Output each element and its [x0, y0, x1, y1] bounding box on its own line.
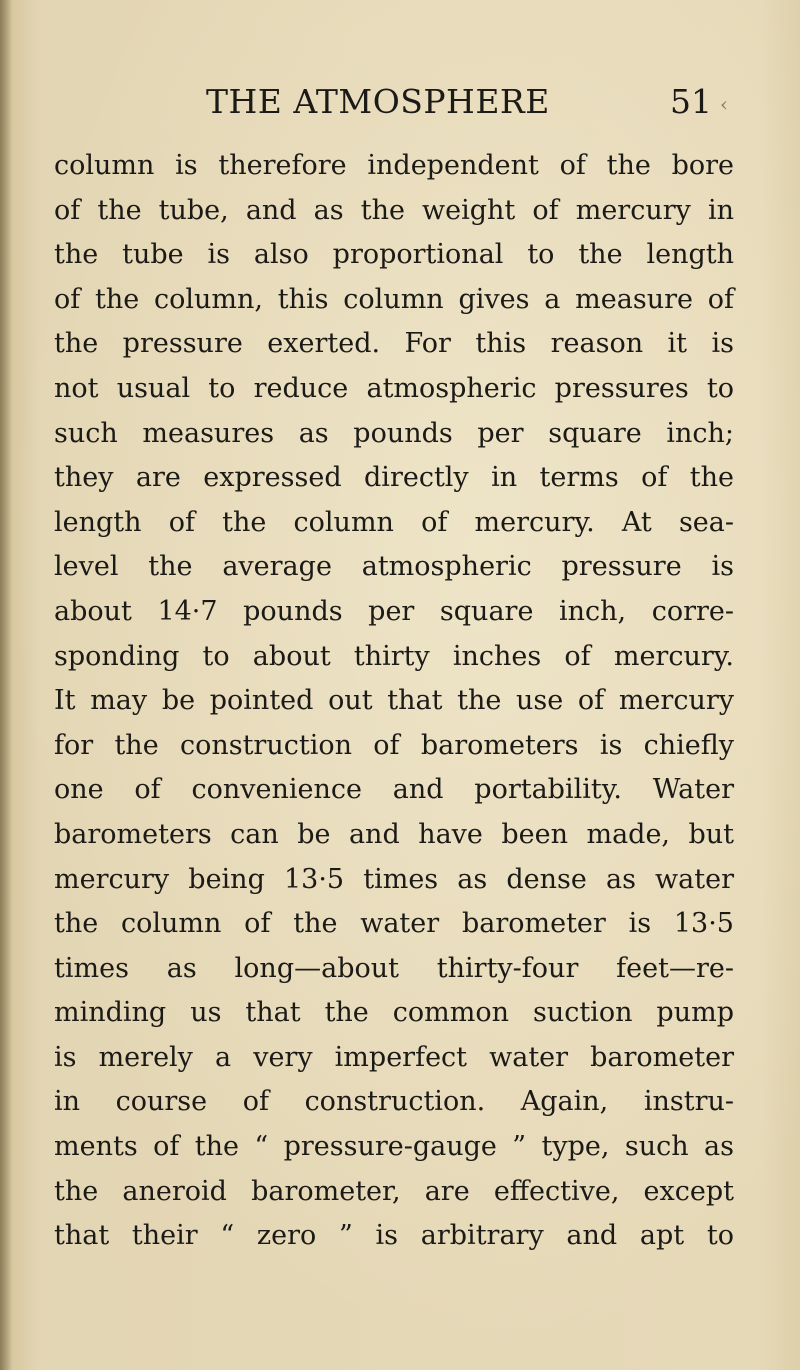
text-line: the aneroid barometer, are effective, except: [54, 1175, 734, 1207]
text-line: column is therefore independent of the bore: [54, 150, 734, 181]
text-line: of the column, this column gives a measure of: [54, 283, 734, 315]
text-line: mercury being 13·5 times as dense as water: [54, 863, 734, 895]
running-head: [0, 82, 800, 130]
text-line: they are expressed directly in terms of the: [54, 462, 734, 494]
text-line: in course of construction. Again, instru-: [54, 1086, 734, 1118]
text-line: the tube is also proportional to the length: [54, 239, 734, 271]
page-gutter-shadow: [0, 0, 12, 1370]
text-line: about 14·7 pounds per square inch, corre-: [54, 595, 734, 627]
text-line: one of convenience and portability. Water: [54, 774, 734, 806]
text-line: the pressure exerted. For this reason it is: [54, 328, 734, 360]
text-line: that their “ zero ” is arbitrary and apt to: [54, 1220, 734, 1252]
page-number: 51: [670, 82, 712, 121]
text-line: sponding to about thirty inches of mercury.: [54, 640, 734, 672]
text-line: length of the column of mercury. At sea-: [54, 506, 734, 538]
text-line: It may be pointed out that the use of mercury: [54, 685, 734, 717]
margin-mark: ‹: [720, 92, 728, 116]
text-line: of the tube, and as the weight of mercury in: [54, 194, 734, 226]
running-head-title: THE ATMOSPHERE: [206, 82, 550, 121]
body-paragraph: [54, 144, 734, 1259]
text-line: not usual to reduce atmospheric pressures to: [54, 372, 734, 404]
text-line: times as long—about thirty-four feet—re-: [54, 952, 734, 984]
text-line: minding us that the common suction pump: [54, 997, 734, 1029]
text-line: the column of the water barometer is 13·5: [54, 908, 734, 940]
text-line: level the average atmospheric pressure is: [54, 551, 734, 583]
text-line: barometers can be and have been made, but: [54, 818, 734, 850]
text-line: such measures as pounds per square inch;: [54, 417, 734, 449]
text-line: ments of the “ pressure-gauge ” type, such as: [54, 1131, 734, 1163]
text-line: for the construction of barometers is chiefly: [54, 729, 734, 761]
text-line: is merely a very imperfect water barometer: [54, 1041, 734, 1073]
